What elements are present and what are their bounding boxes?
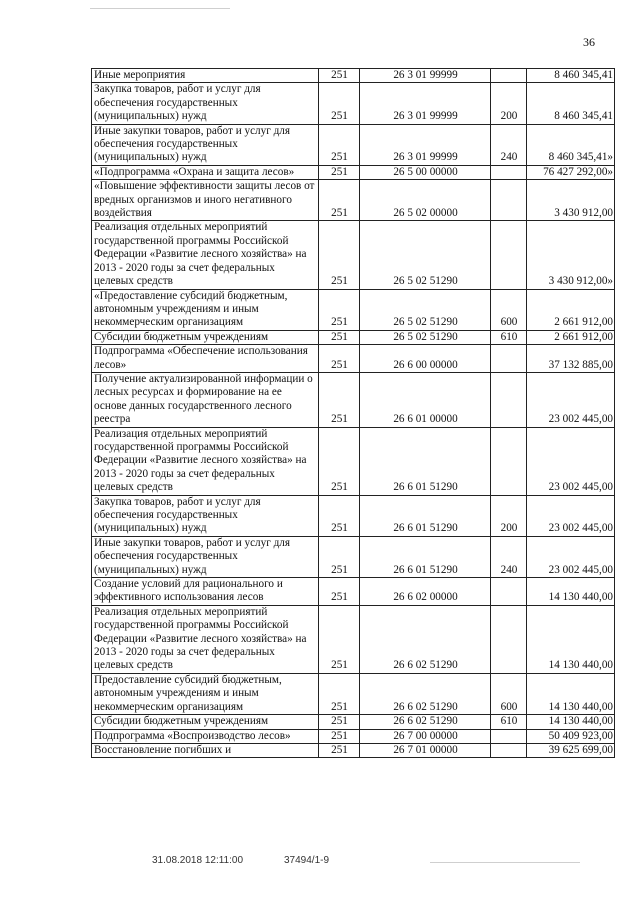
row-code: 251 (319, 673, 360, 714)
row-name: Восстановление погибших и (92, 743, 319, 757)
row-code: 251 (319, 495, 360, 536)
row-code: 251 (319, 729, 360, 743)
row-vr (491, 743, 527, 757)
row-code: 251 (319, 83, 360, 124)
row-code: 251 (319, 165, 360, 179)
row-sum: 8 460 345,41» (527, 124, 615, 165)
row-sum: 37 132 885,00 (527, 345, 615, 373)
row-vr (491, 165, 527, 179)
row-csr: 26 6 01 00000 (360, 372, 491, 427)
row-code: 251 (319, 536, 360, 577)
row-name: Реализация отдельных мероприятий государственной программы Российской Федерации «Развитие лесного хозяйства» на 2013 - 2020 годы за счет федеральных целевых средств (92, 427, 319, 495)
row-sum: 50 409 923,00 (527, 729, 615, 743)
row-sum: 39 625 699,00 (527, 743, 615, 757)
table-row (92, 578, 615, 606)
row-vr: 610 (491, 715, 527, 729)
row-csr: 26 3 01 99999 (360, 69, 491, 83)
row-vr: 600 (491, 673, 527, 714)
row-csr: 26 6 02 51290 (360, 673, 491, 714)
row-sum: 14 130 440,00 (527, 715, 615, 729)
row-vr (491, 427, 527, 495)
row-sum: 14 130 440,00 (527, 673, 615, 714)
row-name: Реализация отдельных мероприятий государственной программы Российской Федерации «Развитие лесного хозяйства» на 2013 - 2020 годы за счет федеральных целевых средств (92, 605, 319, 673)
row-code: 251 (319, 69, 360, 83)
table-row (92, 124, 615, 165)
row-code: 251 (319, 743, 360, 757)
row-sum: 2 661 912,00 (527, 289, 615, 330)
row-code: 251 (319, 427, 360, 495)
row-csr: 26 7 00 00000 (360, 729, 491, 743)
row-csr: 26 6 01 51290 (360, 427, 491, 495)
table-row (92, 330, 615, 344)
table-row (92, 605, 615, 673)
row-name: Иные закупки товаров, работ и услуг для обеспечения государственных (муниципальных) нужд (92, 124, 319, 165)
table-row (92, 729, 615, 743)
table-row (92, 69, 615, 83)
row-sum: 23 002 445,00 (527, 372, 615, 427)
row-name: Подпрограмма «Обеспечение использования лесов» (92, 345, 319, 373)
row-vr: 610 (491, 330, 527, 344)
row-sum: 14 130 440,00 (527, 578, 615, 606)
table-row (92, 345, 615, 373)
table-row (92, 221, 615, 289)
row-code: 251 (319, 715, 360, 729)
row-name: Иные мероприятия (92, 69, 319, 83)
scan-artifact (90, 8, 230, 9)
row-csr: 26 5 02 51290 (360, 289, 491, 330)
table-row (92, 715, 615, 729)
row-csr: 26 5 02 51290 (360, 221, 491, 289)
row-sum: 14 130 440,00 (527, 605, 615, 673)
row-name: «Повышение эффективности защиты лесов от вредных организмов и иного негативного воздействия (92, 180, 319, 221)
row-name: Иные закупки товаров, работ и услуг для обеспечения государственных (муниципальных) нужд (92, 536, 319, 577)
row-csr: 26 6 00 00000 (360, 345, 491, 373)
row-name: Субсидии бюджетным учреждениям (92, 330, 319, 344)
row-name: Реализация отдельных мероприятий государственной программы Российской Федерации «Развитие лесного хозяйства» на 2013 - 2020 годы за счет федеральных целевых средств (92, 221, 319, 289)
row-vr (491, 578, 527, 606)
table-row (92, 372, 615, 427)
row-code: 251 (319, 124, 360, 165)
row-vr: 200 (491, 495, 527, 536)
row-vr: 200 (491, 83, 527, 124)
row-name: Получение актуализированной информации о лесных ресурсах и формирование на ее основе данных государственного лесного реестра (92, 372, 319, 427)
row-csr: 26 5 02 51290 (360, 330, 491, 344)
row-sum: 76 427 292,00» (527, 165, 615, 179)
row-name: Закупка товаров, работ и услуг для обеспечения государственных (муниципальных) нужд (92, 495, 319, 536)
row-vr: 240 (491, 124, 527, 165)
row-csr: 26 6 01 51290 (360, 536, 491, 577)
page-number: 36 (583, 35, 595, 49)
row-vr (491, 221, 527, 289)
row-vr (491, 605, 527, 673)
budget-table (91, 68, 615, 758)
row-vr (491, 69, 527, 83)
row-csr: 26 5 02 00000 (360, 180, 491, 221)
table-row (92, 180, 615, 221)
table-row (92, 536, 615, 577)
row-vr (491, 345, 527, 373)
row-code: 251 (319, 372, 360, 427)
row-name: «Предоставление субсидий бюджетным, автономным учреждениям и иным некоммерческим организациям (92, 289, 319, 330)
table-row (92, 495, 615, 536)
row-csr: 26 3 01 99999 (360, 124, 491, 165)
row-csr: 26 5 00 00000 (360, 165, 491, 179)
table-row (92, 289, 615, 330)
row-code: 251 (319, 330, 360, 344)
row-sum: 8 460 345,41 (527, 69, 615, 83)
row-name: Подпрограмма «Воспроизводство лесов» (92, 729, 319, 743)
row-sum: 8 460 345,41 (527, 83, 615, 124)
row-sum: 3 430 912,00» (527, 221, 615, 289)
row-sum: 3 430 912,00 (527, 180, 615, 221)
table-row (92, 743, 615, 757)
table-row (92, 673, 615, 714)
footer-doc-id: 37494/1-9 (284, 855, 330, 866)
row-code: 251 (319, 345, 360, 373)
row-csr: 26 7 01 00000 (360, 743, 491, 757)
row-name: «Подпрограмма «Охрана и защита лесов» (92, 165, 319, 179)
row-code: 251 (319, 605, 360, 673)
row-vr: 600 (491, 289, 527, 330)
row-sum: 2 661 912,00 (527, 330, 615, 344)
table-row (92, 165, 615, 179)
table-row (92, 83, 615, 124)
row-vr: 240 (491, 536, 527, 577)
row-name: Субсидии бюджетным учреждениям (92, 715, 319, 729)
row-code: 251 (319, 221, 360, 289)
row-csr: 26 6 02 51290 (360, 605, 491, 673)
row-sum: 23 002 445,00 (527, 495, 615, 536)
row-csr: 26 6 01 51290 (360, 495, 491, 536)
row-name: Создание условий для рационального и эффективного использования лесов (92, 578, 319, 606)
row-vr (491, 372, 527, 427)
scan-artifact (430, 862, 580, 863)
row-code: 251 (319, 289, 360, 330)
row-csr: 26 6 02 00000 (360, 578, 491, 606)
row-code: 251 (319, 578, 360, 606)
row-code: 251 (319, 180, 360, 221)
row-sum: 23 002 445,00 (527, 427, 615, 495)
footer-timestamp: 31.08.2018 12:11:00 (152, 855, 244, 866)
table-row (92, 427, 615, 495)
row-vr (491, 180, 527, 221)
row-sum: 23 002 445,00 (527, 536, 615, 577)
row-csr: 26 3 01 99999 (360, 83, 491, 124)
row-name: Предоставление субсидий бюджетным, автономным учреждениям и иным некоммерческим организациям (92, 673, 319, 714)
row-vr (491, 729, 527, 743)
row-csr: 26 6 02 51290 (360, 715, 491, 729)
row-name: Закупка товаров, работ и услуг для обеспечения государственных (муниципальных) нужд (92, 83, 319, 124)
